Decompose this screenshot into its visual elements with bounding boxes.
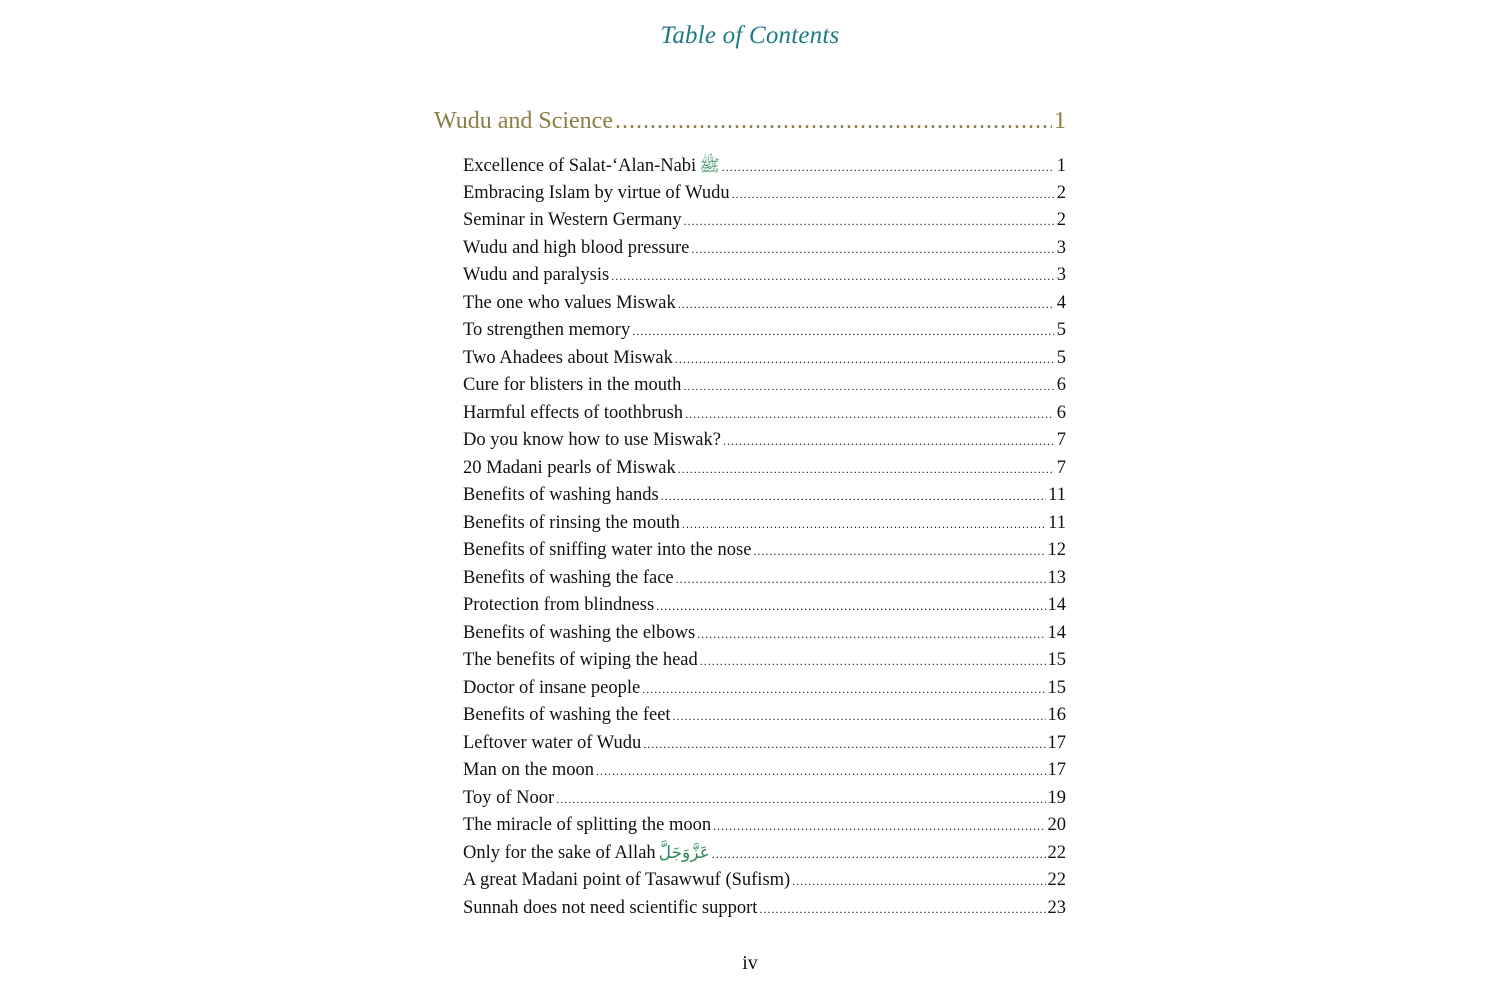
toc-entry-title: Benefits of washing the face (463, 567, 674, 588)
toc-entry-title: Seminar in Western Germany (463, 210, 682, 230)
toc-entry[interactable] (463, 348, 1066, 376)
toc-entry-page: 13 (1047, 567, 1066, 588)
toc-entry-title: A great Madani point of Tasawwuf (Sufism) (463, 870, 791, 890)
toc-entry-page: 12 (1047, 540, 1066, 560)
toc-entry-page: 19 (1047, 787, 1066, 808)
dot-leader (759, 902, 1045, 917)
toc-entry[interactable] (463, 568, 1066, 596)
dot-leader (682, 517, 1046, 532)
toc-entry[interactable] (463, 513, 1066, 541)
toc-entry-page: 15 (1047, 650, 1066, 670)
dot-leader (732, 187, 1054, 202)
dot-leader (712, 847, 1046, 862)
toc-entry[interactable] (463, 238, 1066, 266)
toc-entry[interactable] (463, 485, 1066, 513)
dot-leader (683, 379, 1054, 394)
toc-entry[interactable] (463, 210, 1066, 238)
toc-entry[interactable] (463, 595, 1066, 623)
section-heading[interactable] (434, 108, 1066, 135)
dot-leader (697, 627, 1045, 642)
toc-entry-title: The benefits of wiping the head (463, 650, 698, 670)
toc-entry-title: Sunnah does not need scientific support (463, 897, 758, 918)
dot-leader (642, 682, 1045, 697)
dot-leader (684, 214, 1054, 229)
dot-leader (656, 599, 1045, 614)
toc-entry-title: Embracing Islam by virtue of Wudu (463, 182, 730, 203)
dot-leader (556, 792, 1045, 807)
toc-entry-title: 20 Madani pearls of Miswak (463, 457, 676, 478)
glorification-calligraphy-icon: عَزَّوَجَلَّ (658, 842, 710, 863)
toc-entry-title: Wudu and high blood pressure (463, 237, 690, 258)
toc-entry-list (463, 155, 1066, 925)
dot-leader (685, 407, 1054, 422)
toc-entry-title: Cure for blisters in the mouth (463, 375, 682, 395)
toc-entry-page: 3 (1056, 237, 1066, 258)
toc-entry-page: 16 (1047, 705, 1066, 725)
toc-entry-title: Benefits of washing the elbows (463, 622, 696, 643)
toc-entry[interactable] (463, 815, 1066, 843)
toc-entry-title: The miracle of splitting the moon (463, 815, 712, 835)
toc-entry-page: 2 (1056, 210, 1066, 230)
toc-entry-page: 20 (1047, 815, 1066, 835)
toc-entry-page: 14 (1047, 595, 1066, 615)
toc-entry-title: Protection from blindness (463, 595, 655, 615)
toc-entry-title: Leftover water of Wudu (463, 732, 642, 753)
toc-entry-page: 17 (1047, 732, 1066, 753)
toc-entry[interactable] (463, 870, 1066, 898)
toc-entry-title: Doctor of insane people (463, 677, 641, 698)
toc-entry-page: 22 (1047, 870, 1066, 890)
section-heading-title: Wudu and Science (434, 108, 613, 134)
toc-entry-title: Benefits of rinsing the mouth (463, 512, 680, 533)
salutation-calligraphy-icon: ﷺ (699, 156, 720, 176)
dot-leader (643, 737, 1045, 752)
toc-entry[interactable] (463, 155, 1066, 183)
dot-leader (691, 242, 1054, 257)
dot-leader (678, 462, 1054, 477)
toc-entry[interactable] (463, 733, 1066, 761)
toc-entry-label (463, 843, 710, 864)
toc-entry[interactable] (463, 843, 1066, 871)
dot-leader (723, 434, 1054, 449)
section-heading-page: 1 (1054, 108, 1066, 134)
toc-entry-title: Man on the moon (463, 760, 595, 780)
toc-entry-title: Do you know how to use Miswak? (463, 430, 721, 450)
toc-entry[interactable] (463, 650, 1066, 678)
toc-entry[interactable] (463, 458, 1066, 486)
dot-leader (611, 269, 1054, 284)
toc-entry-page: 17 (1047, 760, 1066, 780)
toc-entry-page: 4 (1056, 292, 1066, 313)
dot-leader (678, 297, 1054, 312)
toc-entry-title: Two Ahadees about Miswak (463, 347, 673, 368)
dot-leader (722, 160, 1054, 175)
toc-entry-title: Excellence of Salat-‘Alan-Nabi (463, 156, 697, 176)
dot-leader (792, 874, 1045, 889)
toc-entry-page: 1 (1056, 156, 1066, 176)
toc-entry-title: Toy of Noor (463, 787, 555, 808)
dot-leader (615, 108, 1052, 135)
toc-entry-page: 11 (1048, 512, 1066, 533)
toc-entry-page: 7 (1056, 430, 1066, 450)
toc-entry-title: Harmful effects of toothbrush (463, 402, 684, 423)
dot-leader (676, 572, 1046, 587)
dot-leader (753, 544, 1045, 559)
dot-leader (661, 489, 1046, 504)
toc-entry-title: The one who values Miswak (463, 292, 676, 313)
toc-entry-title: Only for the sake of Allah (463, 842, 656, 863)
toc-entry-title: To strengthen memory (463, 320, 631, 340)
footer-page-number: iv (742, 952, 758, 974)
toc-entry-page: 6 (1056, 402, 1066, 423)
toc-entry-page: 2 (1056, 182, 1066, 203)
dot-leader (675, 352, 1054, 367)
dot-leader (700, 654, 1046, 669)
toc-entry-page: 15 (1047, 677, 1066, 698)
toc-entry[interactable] (463, 760, 1066, 788)
toc-entry-page: 7 (1056, 457, 1066, 478)
toc-entry-title: Benefits of sniffing water into the nose (463, 540, 752, 560)
toc-entry-page: 5 (1056, 347, 1066, 368)
toc-entry-page: 6 (1056, 375, 1066, 395)
toc-entry-page: 14 (1047, 622, 1066, 643)
toc-entry-page: 11 (1048, 485, 1066, 505)
toc-entry-title: Wudu and paralysis (463, 265, 610, 285)
toc-entry[interactable] (463, 540, 1066, 568)
toc-entry-page: 5 (1056, 320, 1066, 340)
toc-entry[interactable] (463, 265, 1066, 293)
toc-entry[interactable] (463, 293, 1066, 321)
toc-entry-page: 3 (1056, 265, 1066, 285)
toc-entry[interactable] (463, 403, 1066, 431)
toc-entry-page: 22 (1047, 842, 1066, 863)
toc-entry[interactable] (463, 375, 1066, 403)
toc-entry-title: Benefits of washing the feet (463, 705, 671, 725)
toc-entry[interactable] (463, 430, 1066, 458)
dot-leader (673, 709, 1046, 724)
dot-leader (596, 764, 1045, 779)
toc-entry-label (463, 155, 720, 180)
toc-entry[interactable] (463, 678, 1066, 706)
dot-leader (713, 819, 1045, 834)
toc-entry[interactable] (463, 623, 1066, 651)
toc-entry[interactable] (463, 898, 1066, 926)
toc-entry[interactable] (463, 320, 1066, 348)
page-title: Table of Contents (660, 22, 840, 49)
toc-entry[interactable] (463, 788, 1066, 816)
toc-entry[interactable] (463, 183, 1066, 211)
toc-entry[interactable] (463, 705, 1066, 733)
toc-entry-title: Benefits of washing hands (463, 485, 659, 505)
dot-leader (632, 324, 1054, 339)
toc-entry-page: 23 (1047, 897, 1066, 918)
